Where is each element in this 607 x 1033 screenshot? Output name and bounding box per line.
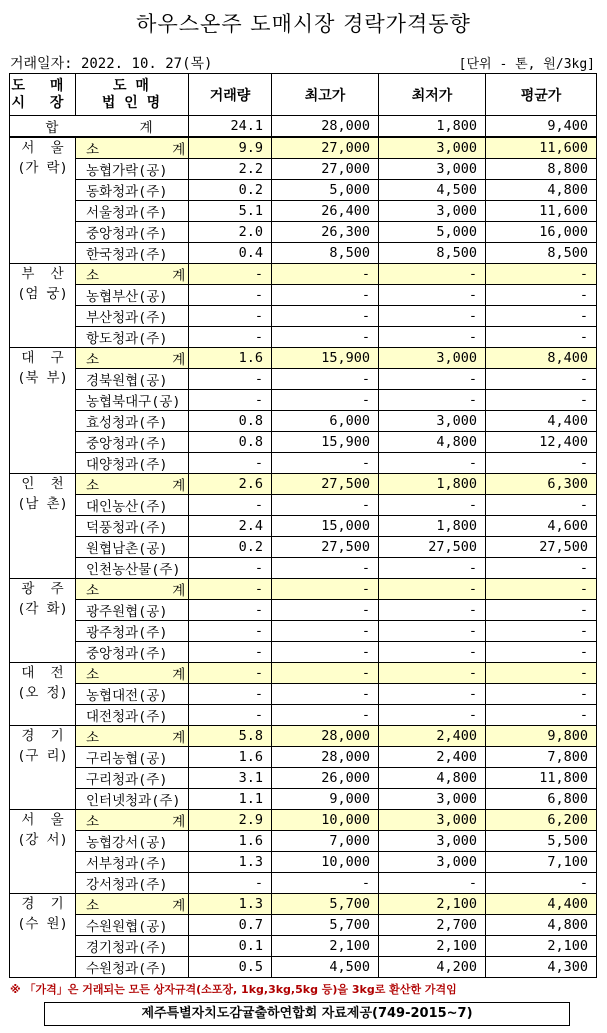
table-row	[10, 831, 597, 852]
min-value: -	[379, 495, 486, 516]
corp-name: 대전청과(주)	[76, 705, 189, 726]
volume-value: -	[189, 705, 272, 726]
table-row	[10, 327, 597, 348]
corp-name: 대양청과(주)	[76, 453, 189, 474]
table-header-row	[10, 74, 597, 116]
avg-value: -	[486, 873, 597, 894]
min-value: 4,500	[379, 180, 486, 201]
max-value: 28,000	[272, 747, 379, 768]
volume-value: 1.6	[189, 831, 272, 852]
market-city: 서 울	[21, 140, 64, 156]
avg-value: 4,300	[486, 957, 597, 978]
min-value: -	[379, 684, 486, 705]
price-note: ※ 「가격」은 거래되는 모든 상자규격(소포장, 1kg,3kg,5kg 등)을 3kg로 환산한 가격임	[10, 983, 457, 996]
market-city: 대 전	[21, 665, 64, 681]
max-value: -	[272, 306, 379, 327]
volume-value: 0.8	[189, 432, 272, 453]
subtotal-row	[10, 663, 597, 684]
table-row	[10, 852, 597, 873]
min-value: -	[379, 306, 486, 327]
table-row	[10, 705, 597, 726]
max-value: 6,000	[272, 411, 379, 432]
volume-value: 1.1	[189, 789, 272, 810]
min-value: 1,800	[379, 516, 486, 537]
volume-value: 1.6	[189, 747, 272, 768]
volume-value: 2.2	[189, 159, 272, 180]
volume-value: 1.3	[189, 852, 272, 873]
table-row	[10, 789, 597, 810]
table-row	[10, 957, 597, 978]
avg-value: 4,800	[486, 915, 597, 936]
corp-name: 대인농산(주)	[76, 495, 189, 516]
max-value: -	[272, 579, 379, 600]
market-name	[10, 810, 76, 894]
corp-name: 중앙청과(주)	[76, 642, 189, 663]
avg-value: -	[486, 264, 597, 285]
avg-value: 9,800	[486, 726, 597, 747]
max-value: 9,000	[272, 789, 379, 810]
min-value: 3,000	[379, 852, 486, 873]
subtotal-row	[10, 726, 597, 747]
corp-name: 서울청과(주)	[76, 201, 189, 222]
table-row	[10, 243, 597, 264]
min-value: -	[379, 327, 486, 348]
volume-value: 3.1	[189, 768, 272, 789]
volume-value: 9.9	[189, 137, 272, 159]
min-value: 8,500	[379, 243, 486, 264]
max-value: 4,500	[272, 957, 379, 978]
volume-value: 2.6	[189, 474, 272, 495]
avg-value: 12,400	[486, 432, 597, 453]
total-min: 1,800	[379, 116, 486, 138]
avg-value: -	[486, 306, 597, 327]
subtotal-row	[10, 264, 597, 285]
avg-value: -	[486, 369, 597, 390]
subtotal-row	[10, 579, 597, 600]
max-value: 27,500	[272, 474, 379, 495]
subtotal-row	[10, 474, 597, 495]
min-value: -	[379, 621, 486, 642]
subtotal-row	[10, 348, 597, 369]
volume-value: -	[189, 642, 272, 663]
max-value: -	[272, 642, 379, 663]
max-value: 26,300	[272, 222, 379, 243]
market-district: (구 리)	[17, 748, 68, 764]
table-row	[10, 285, 597, 306]
table-row	[10, 453, 597, 474]
volume-value: 1.6	[189, 348, 272, 369]
unit-label: [단위 - 톤, 원/3kg]	[458, 57, 595, 72]
table-row	[10, 621, 597, 642]
max-value: -	[272, 705, 379, 726]
avg-value: 11,600	[486, 137, 597, 159]
min-value: -	[379, 369, 486, 390]
max-value: -	[272, 327, 379, 348]
table-row	[10, 180, 597, 201]
volume-value: 0.5	[189, 957, 272, 978]
market-city: 광 주	[21, 581, 64, 597]
avg-value: 7,800	[486, 747, 597, 768]
min-value: -	[379, 663, 486, 684]
volume-value: 2.4	[189, 516, 272, 537]
corp-name: 광주원협(공)	[76, 600, 189, 621]
max-value: 5,700	[272, 894, 379, 915]
max-value: 7,000	[272, 831, 379, 852]
avg-value: -	[486, 327, 597, 348]
corp-name: 소 계	[76, 474, 189, 495]
avg-value: 8,800	[486, 159, 597, 180]
volume-value: -	[189, 873, 272, 894]
total-label: 합 계	[10, 116, 189, 138]
avg-value: 11,600	[486, 201, 597, 222]
volume-value: -	[189, 579, 272, 600]
min-value: -	[379, 558, 486, 579]
subtotal-row	[10, 894, 597, 915]
corp-name: 수원청과(주)	[76, 957, 189, 978]
header-max: 최고가	[272, 74, 379, 116]
market-district: (엄 궁)	[17, 286, 68, 302]
market-city: 대 구	[21, 350, 64, 366]
max-value: 27,000	[272, 137, 379, 159]
trade-date: 거래일자: 2022. 10. 27(목)	[10, 56, 213, 72]
corp-name: 소 계	[76, 348, 189, 369]
max-value: -	[272, 390, 379, 411]
market-district: (각 화)	[17, 601, 68, 617]
volume-value: 0.1	[189, 936, 272, 957]
table-row	[10, 537, 597, 558]
corp-name: 소 계	[76, 264, 189, 285]
max-value: 5,000	[272, 180, 379, 201]
table-row	[10, 936, 597, 957]
max-value: 15,000	[272, 516, 379, 537]
table-row	[10, 432, 597, 453]
max-value: -	[272, 264, 379, 285]
volume-value: -	[189, 558, 272, 579]
avg-value: -	[486, 684, 597, 705]
volume-value: 0.2	[189, 180, 272, 201]
corp-name: 경기청과(주)	[76, 936, 189, 957]
avg-value: 4,600	[486, 516, 597, 537]
corp-name: 원협남촌(공)	[76, 537, 189, 558]
corp-name: 인천농산물(주)	[76, 558, 189, 579]
corp-name: 부산청과(주)	[76, 306, 189, 327]
total-max: 28,000	[272, 116, 379, 138]
corp-name: 인터넷청과(주)	[76, 789, 189, 810]
avg-value: 16,000	[486, 222, 597, 243]
market-city: 부 산	[21, 266, 64, 282]
table-row	[10, 390, 597, 411]
max-value: -	[272, 285, 379, 306]
max-value: 5,700	[272, 915, 379, 936]
min-value: 5,000	[379, 222, 486, 243]
corp-name: 농협부산(공)	[76, 285, 189, 306]
avg-value: -	[486, 600, 597, 621]
min-value: -	[379, 390, 486, 411]
min-value: -	[379, 285, 486, 306]
volume-value: -	[189, 285, 272, 306]
market-city: 경 기	[21, 728, 64, 744]
table-row	[10, 306, 597, 327]
volume-value: -	[189, 600, 272, 621]
min-value: 3,000	[379, 411, 486, 432]
corp-name: 농협가락(공)	[76, 159, 189, 180]
market-name	[10, 474, 76, 579]
max-value: -	[272, 621, 379, 642]
market-district: (가 락)	[17, 160, 68, 176]
market-city: 인 천	[21, 476, 64, 492]
table-row	[10, 684, 597, 705]
header-avg: 평균가	[486, 74, 597, 116]
max-value: -	[272, 558, 379, 579]
table-row	[10, 201, 597, 222]
corp-name: 중앙청과(주)	[76, 432, 189, 453]
min-value: -	[379, 873, 486, 894]
volume-value: -	[189, 369, 272, 390]
min-value: -	[379, 453, 486, 474]
market-name	[10, 264, 76, 348]
market-name	[10, 137, 76, 264]
table-row	[10, 558, 597, 579]
avg-value: 4,400	[486, 411, 597, 432]
subtotal-row	[10, 137, 597, 159]
min-value: 2,400	[379, 747, 486, 768]
volume-value: -	[189, 453, 272, 474]
avg-value: -	[486, 390, 597, 411]
avg-value: 11,800	[486, 768, 597, 789]
corp-name: 소 계	[76, 726, 189, 747]
max-value: 27,500	[272, 537, 379, 558]
table-row	[10, 873, 597, 894]
market-name	[10, 348, 76, 474]
header-market: 도 매 시 장	[10, 74, 76, 116]
corp-name: 경북원협(공)	[76, 369, 189, 390]
volume-value: 1.3	[189, 894, 272, 915]
max-value: 10,000	[272, 852, 379, 873]
corp-name: 한국청과(주)	[76, 243, 189, 264]
market-name	[10, 726, 76, 810]
avg-value: 6,300	[486, 474, 597, 495]
market-district: (북 부)	[17, 370, 68, 386]
volume-value: -	[189, 495, 272, 516]
corp-name: 덕풍청과(주)	[76, 516, 189, 537]
market-district: (강 서)	[17, 832, 68, 848]
table-row	[10, 495, 597, 516]
volume-value: -	[189, 264, 272, 285]
corp-name: 농협강서(공)	[76, 831, 189, 852]
market-district: (오 정)	[17, 685, 68, 701]
max-value: -	[272, 684, 379, 705]
avg-value: 2,100	[486, 936, 597, 957]
volume-value: -	[189, 390, 272, 411]
min-value: 3,000	[379, 201, 486, 222]
avg-value: 27,500	[486, 537, 597, 558]
page-title: 하우스온주 도매시장 경락가격동향	[136, 12, 471, 36]
avg-value: -	[486, 642, 597, 663]
min-value: 2,100	[379, 894, 486, 915]
min-value: 3,000	[379, 159, 486, 180]
volume-value: -	[189, 621, 272, 642]
max-value: -	[272, 600, 379, 621]
avg-value: -	[486, 705, 597, 726]
max-value: -	[272, 663, 379, 684]
min-value: 3,000	[379, 348, 486, 369]
max-value: 26,400	[272, 201, 379, 222]
max-value: 10,000	[272, 810, 379, 831]
min-value: -	[379, 705, 486, 726]
volume-value: -	[189, 327, 272, 348]
avg-value: -	[486, 663, 597, 684]
min-value: 27,500	[379, 537, 486, 558]
table-row	[10, 516, 597, 537]
corp-name: 소 계	[76, 810, 189, 831]
avg-value: -	[486, 558, 597, 579]
min-value: -	[379, 264, 486, 285]
table-row	[10, 768, 597, 789]
avg-value: -	[486, 285, 597, 306]
min-value: 3,000	[379, 831, 486, 852]
avg-value: -	[486, 621, 597, 642]
corp-name: 소 계	[76, 894, 189, 915]
corp-name: 광주청과(주)	[76, 621, 189, 642]
volume-value: 0.4	[189, 243, 272, 264]
volume-value: 0.7	[189, 915, 272, 936]
market-name	[10, 894, 76, 978]
avg-value: 4,400	[486, 894, 597, 915]
volume-value: 0.2	[189, 537, 272, 558]
corp-name: 구리농협(공)	[76, 747, 189, 768]
volume-value: 2.9	[189, 810, 272, 831]
corp-name: 소 계	[76, 137, 189, 159]
volume-value: 5.1	[189, 201, 272, 222]
max-value: 27,000	[272, 159, 379, 180]
max-value: -	[272, 369, 379, 390]
volume-value: 5.8	[189, 726, 272, 747]
avg-value: 4,800	[486, 180, 597, 201]
price-table	[9, 73, 597, 978]
volume-value: 2.0	[189, 222, 272, 243]
table-row	[10, 411, 597, 432]
total-volume: 24.1	[189, 116, 272, 138]
avg-value: 6,200	[486, 810, 597, 831]
table-row	[10, 222, 597, 243]
corp-name: 소 계	[76, 663, 189, 684]
min-value: 4,200	[379, 957, 486, 978]
avg-value: -	[486, 579, 597, 600]
avg-value: -	[486, 495, 597, 516]
header-volume: 거래량	[189, 74, 272, 116]
max-value: 2,100	[272, 936, 379, 957]
market-district: (남 촌)	[17, 496, 68, 512]
max-value: 8,500	[272, 243, 379, 264]
avg-value: 7,100	[486, 852, 597, 873]
volume-value: -	[189, 663, 272, 684]
min-value: 2,100	[379, 936, 486, 957]
market-city: 경 기	[21, 896, 64, 912]
min-value: -	[379, 600, 486, 621]
min-value: -	[379, 579, 486, 600]
volume-value: 0.8	[189, 411, 272, 432]
min-value: 2,400	[379, 726, 486, 747]
corp-name: 농협북대구(공)	[76, 390, 189, 411]
total-avg: 9,400	[486, 116, 597, 138]
min-value: 1,800	[379, 474, 486, 495]
min-value: -	[379, 642, 486, 663]
min-value: 4,800	[379, 432, 486, 453]
corp-name: 강서청과(주)	[76, 873, 189, 894]
volume-value: -	[189, 684, 272, 705]
min-value: 3,000	[379, 810, 486, 831]
avg-value: 8,500	[486, 243, 597, 264]
avg-value: -	[486, 453, 597, 474]
max-value: -	[272, 873, 379, 894]
header-min: 최저가	[379, 74, 486, 116]
market-name	[10, 579, 76, 663]
avg-value: 6,800	[486, 789, 597, 810]
corp-name: 수원원협(공)	[76, 915, 189, 936]
corp-name: 효성청과(주)	[76, 411, 189, 432]
min-value: 3,000	[379, 789, 486, 810]
source-footer: 제주특별자치도감귤출하연합회 자료제공(749-2015~7)	[44, 1002, 570, 1026]
max-value: 15,900	[272, 432, 379, 453]
market-district: (수 원)	[17, 916, 68, 932]
min-value: 4,800	[379, 768, 486, 789]
corp-name: 서부청과(주)	[76, 852, 189, 873]
corp-name: 항도청과(주)	[76, 327, 189, 348]
total-row	[10, 116, 597, 138]
table-row	[10, 747, 597, 768]
volume-value: -	[189, 306, 272, 327]
avg-value: 8,400	[486, 348, 597, 369]
market-city: 서 울	[21, 812, 64, 828]
max-value: 26,000	[272, 768, 379, 789]
table-row	[10, 642, 597, 663]
corp-name: 농협대전(공)	[76, 684, 189, 705]
table-row	[10, 600, 597, 621]
min-value: 2,700	[379, 915, 486, 936]
corp-name: 동화청과(주)	[76, 180, 189, 201]
corp-name: 구리청과(주)	[76, 768, 189, 789]
max-value: 15,900	[272, 348, 379, 369]
avg-value: 5,500	[486, 831, 597, 852]
table-row	[10, 159, 597, 180]
max-value: 28,000	[272, 726, 379, 747]
min-value: 3,000	[379, 137, 486, 159]
table-row	[10, 915, 597, 936]
corp-name: 소 계	[76, 579, 189, 600]
max-value: -	[272, 453, 379, 474]
subtotal-row	[10, 810, 597, 831]
market-name	[10, 663, 76, 726]
table-row	[10, 369, 597, 390]
max-value: -	[272, 495, 379, 516]
corp-name: 중앙청과(주)	[76, 222, 189, 243]
header-corp: 도 매 법 인 명	[76, 74, 189, 116]
